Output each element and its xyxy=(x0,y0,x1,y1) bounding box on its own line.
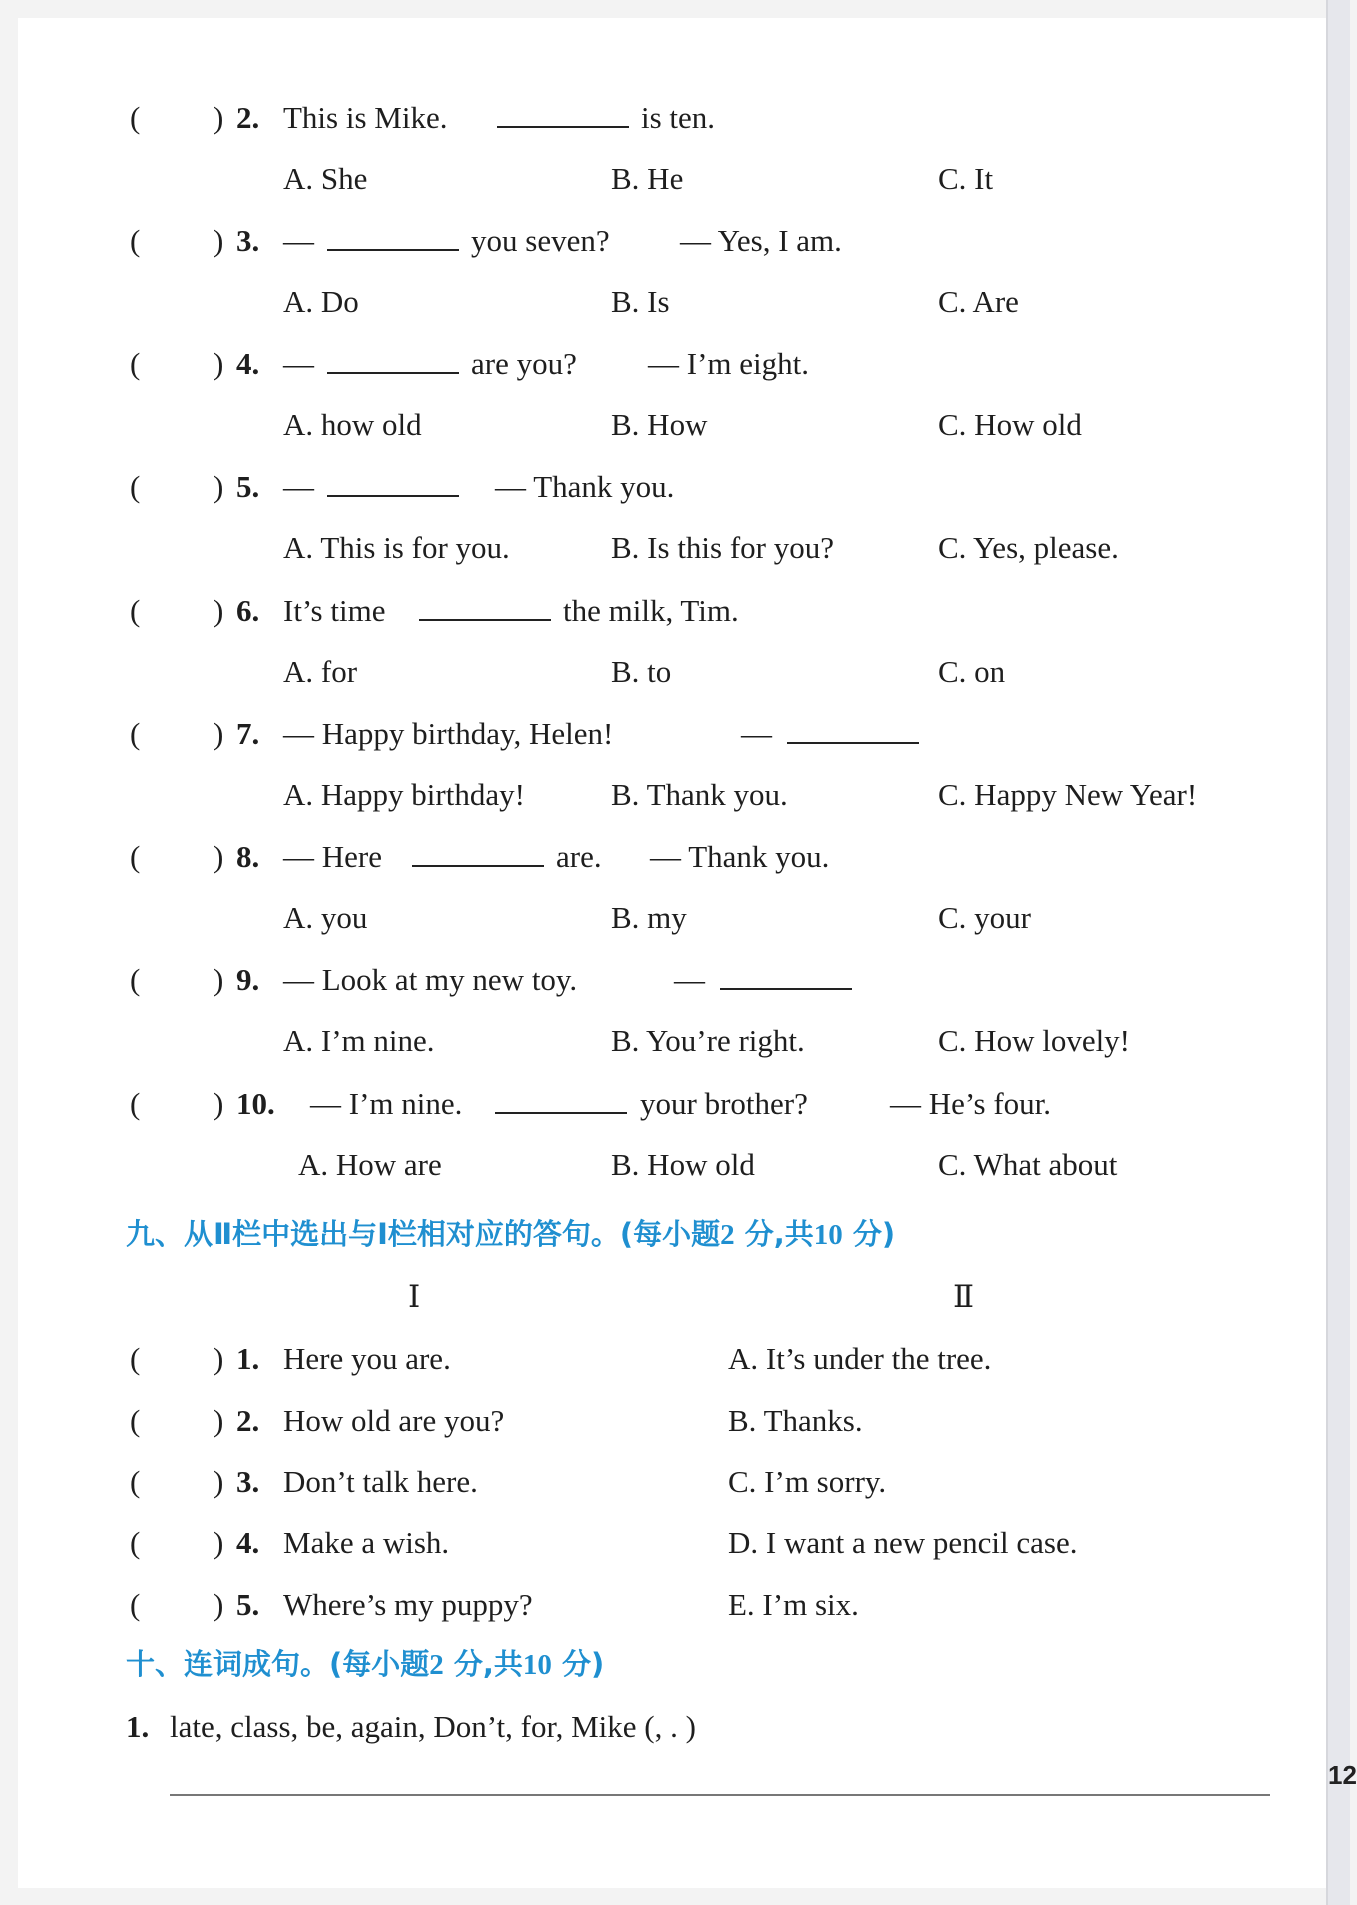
answer-blank[interactable] xyxy=(419,591,551,621)
section10-title-mid: 分,共 xyxy=(453,1647,523,1681)
question-text: — I’m nine. xyxy=(310,1086,463,1121)
option-c[interactable]: C. Are xyxy=(938,284,1019,319)
question-row xyxy=(0,1082,1350,1126)
options-row xyxy=(0,773,1350,817)
question-text-after: are. xyxy=(556,839,602,874)
answer-paren-close[interactable]: ) xyxy=(213,1341,224,1376)
option-a[interactable]: A. how old xyxy=(283,407,422,442)
answer-blank[interactable] xyxy=(497,98,629,128)
answer-paren-open[interactable]: ( xyxy=(130,1525,141,1560)
option-c[interactable]: C. on xyxy=(938,654,1006,689)
option-c[interactable]: C. How old xyxy=(938,407,1082,442)
answer-blank[interactable] xyxy=(720,960,852,990)
answer-blank[interactable] xyxy=(412,837,544,867)
answer-paren-close[interactable]: ) xyxy=(213,962,224,997)
match-row xyxy=(0,1399,1350,1443)
item-answer-option: E. I’m six. xyxy=(728,1587,859,1622)
question-number: 3. xyxy=(236,223,260,258)
question-text: — xyxy=(283,223,314,258)
section10-title-end: 分) xyxy=(562,1647,605,1681)
answer-paren-open[interactable]: ( xyxy=(130,223,141,258)
answer-paren-close[interactable]: ) xyxy=(213,593,224,628)
option-c[interactable]: C. Yes, please. xyxy=(938,530,1119,565)
item-number: 4. xyxy=(236,1525,260,1560)
item-answer-option: D. I want a new pencil case. xyxy=(728,1525,1078,1560)
question-text-after: the milk, Tim. xyxy=(563,593,739,628)
answer-blank[interactable] xyxy=(327,344,459,374)
question-text: — Here xyxy=(283,839,382,874)
question-row xyxy=(0,465,1350,509)
option-a[interactable]: A. for xyxy=(283,654,358,689)
section9-title-text: 九、从Ⅱ栏中选出与Ⅰ栏相对应的答句。(每小题 xyxy=(126,1217,721,1251)
question-number: 1. xyxy=(126,1709,150,1744)
option-a[interactable]: A. I’m nine. xyxy=(283,1023,435,1058)
option-c[interactable]: C. What about xyxy=(938,1147,1118,1182)
answer-paren-open[interactable]: ( xyxy=(130,1403,141,1438)
item-number: 2. xyxy=(236,1403,260,1438)
option-a[interactable]: A. This is for you. xyxy=(283,530,510,565)
answer-paren-open[interactable]: ( xyxy=(130,1587,141,1622)
option-a[interactable]: A. She xyxy=(283,161,368,196)
option-a[interactable]: A. Happy birthday! xyxy=(283,777,525,812)
section9-title-mid: 分,共 xyxy=(744,1217,814,1251)
options-row xyxy=(0,526,1350,570)
item-question: Here you are. xyxy=(283,1341,451,1376)
column-1-heading: Ⅰ xyxy=(408,1279,421,1314)
question-text: late, class, be, again, Don’t, for, Mike (, . ) xyxy=(170,1709,696,1744)
answer-paren-close[interactable]: ) xyxy=(213,100,224,135)
option-c[interactable]: C. your xyxy=(938,900,1031,935)
question-text: It’s time xyxy=(283,593,386,628)
option-b[interactable]: B. Is xyxy=(611,284,670,319)
question-row xyxy=(0,96,1350,140)
option-b[interactable]: B. Thank you. xyxy=(611,777,788,812)
option-b[interactable]: B. How xyxy=(611,407,708,442)
page-number: 12 xyxy=(1328,1760,1357,1790)
item-question: Where’s my puppy? xyxy=(283,1587,533,1622)
item-question: Don’t talk here. xyxy=(283,1464,478,1499)
options-row xyxy=(0,650,1350,694)
question-number: 2. xyxy=(236,100,260,135)
reply-text: — Thank you. xyxy=(495,469,675,504)
question-text: — Happy birthday, Helen! xyxy=(283,716,614,751)
section10-title-text: 十、连词成句。(每小题 xyxy=(126,1647,430,1681)
options-row xyxy=(0,280,1350,324)
item-answer-option: B. Thanks. xyxy=(728,1403,863,1438)
answer-paren-open[interactable]: ( xyxy=(130,100,141,135)
answer-paren-open[interactable]: ( xyxy=(130,1464,141,1499)
option-c[interactable]: C. It xyxy=(938,161,994,196)
answer-blank[interactable] xyxy=(327,221,459,251)
answer-paren-close[interactable]: ) xyxy=(213,839,224,874)
question-text: — xyxy=(283,346,314,381)
reply-text: — Thank you. xyxy=(650,839,830,874)
item-answer-option: C. I’m sorry. xyxy=(728,1464,887,1499)
answer-paren-open[interactable]: ( xyxy=(130,716,141,751)
question-text-after: is ten. xyxy=(641,100,716,135)
answer-paren-close[interactable]: ) xyxy=(213,469,224,504)
question-row xyxy=(0,219,1350,263)
answer-paren-open[interactable]: ( xyxy=(130,962,141,997)
question-row xyxy=(0,835,1350,879)
options-row xyxy=(0,157,1350,201)
option-b[interactable]: B. my xyxy=(611,900,687,935)
question-number: 8. xyxy=(236,839,260,874)
answer-paren-close[interactable]: ) xyxy=(213,1403,224,1438)
question-number: 4. xyxy=(236,346,260,381)
answer-paren-open[interactable]: ( xyxy=(130,1341,141,1376)
match-row xyxy=(0,1460,1350,1504)
answer-blank[interactable] xyxy=(495,1084,627,1114)
question-number: 7. xyxy=(236,716,260,751)
column-2-heading: Ⅱ xyxy=(953,1279,975,1314)
question-number: 6. xyxy=(236,593,260,628)
section9-title-total: 10 xyxy=(813,1219,843,1251)
option-a[interactable]: A. Do xyxy=(283,284,359,319)
option-b[interactable]: B. Is this for you? xyxy=(611,530,835,565)
item-question: How old are you? xyxy=(283,1403,505,1438)
item-answer-option: A. It’s under the tree. xyxy=(728,1341,992,1376)
answer-paren-close[interactable]: ) xyxy=(213,223,224,258)
answer-line[interactable] xyxy=(170,1794,1270,1796)
section10-title-score: 2 xyxy=(429,1649,444,1681)
answer-paren-open[interactable]: ( xyxy=(130,593,141,628)
options-row xyxy=(0,1019,1350,1063)
question-text: — xyxy=(283,469,314,504)
answer-blank[interactable] xyxy=(787,714,919,744)
question-text: This is Mike. xyxy=(283,100,448,135)
question-text-after: are you? xyxy=(471,346,577,381)
question-text-after: your brother? xyxy=(640,1086,808,1121)
options-row xyxy=(0,1143,1350,1187)
option-b[interactable]: B. You’re right. xyxy=(611,1023,805,1058)
item-number: 1. xyxy=(236,1341,260,1376)
answer-paren-open[interactable]: ( xyxy=(130,839,141,874)
options-row xyxy=(0,896,1350,940)
question-text: — Look at my new toy. xyxy=(283,962,578,997)
question-row xyxy=(0,589,1350,633)
options-row xyxy=(0,403,1350,447)
section10-question-1 xyxy=(0,1705,1350,1749)
section10-title-total: 10 xyxy=(522,1649,552,1681)
question-row xyxy=(0,342,1350,386)
question-row xyxy=(0,958,1350,1002)
option-c[interactable]: C. How lovely! xyxy=(938,1023,1131,1058)
reply-text: — I’m eight. xyxy=(648,346,809,381)
reply-text: — Yes, I am. xyxy=(680,223,842,258)
item-number: 5. xyxy=(236,1587,260,1622)
answer-paren-open[interactable]: ( xyxy=(130,1086,141,1121)
question-text-after: you seven? xyxy=(471,223,610,258)
section9-title-score: 2 xyxy=(720,1219,735,1251)
option-b[interactable]: B. How old xyxy=(611,1147,755,1182)
option-c[interactable]: C. Happy New Year! xyxy=(938,777,1198,812)
match-row xyxy=(0,1337,1350,1381)
answer-paren-open[interactable]: ( xyxy=(130,469,141,504)
section9-title xyxy=(126,1212,895,1257)
option-a[interactable]: A. you xyxy=(283,900,368,935)
reply-text: — He’s four. xyxy=(890,1086,1052,1121)
item-number: 3. xyxy=(236,1464,260,1499)
answer-paren-close[interactable]: ) xyxy=(213,716,224,751)
answer-paren-close[interactable]: ) xyxy=(213,1464,224,1499)
section10-title xyxy=(126,1642,604,1687)
question-row xyxy=(0,712,1350,756)
answer-blank[interactable] xyxy=(327,467,459,497)
section9-title-end: 分) xyxy=(852,1217,896,1251)
item-question: Make a wish. xyxy=(283,1525,450,1560)
answer-paren-close[interactable]: ) xyxy=(213,1587,224,1622)
answer-paren-open[interactable]: ( xyxy=(130,346,141,381)
option-b[interactable]: B. He xyxy=(611,161,684,196)
answer-paren-close[interactable]: ) xyxy=(213,346,224,381)
option-b[interactable]: B. to xyxy=(611,654,672,689)
reply-dash: — xyxy=(674,962,705,997)
match-row xyxy=(0,1583,1350,1627)
question-number: 9. xyxy=(236,962,260,997)
answer-paren-close[interactable]: ) xyxy=(213,1525,224,1560)
option-a[interactable]: A. How are xyxy=(298,1147,442,1182)
match-row xyxy=(0,1521,1350,1565)
reply-dash: — xyxy=(741,716,772,751)
question-number: 10. xyxy=(236,1086,275,1121)
question-number: 5. xyxy=(236,469,260,504)
answer-paren-close[interactable]: ) xyxy=(213,1086,224,1121)
